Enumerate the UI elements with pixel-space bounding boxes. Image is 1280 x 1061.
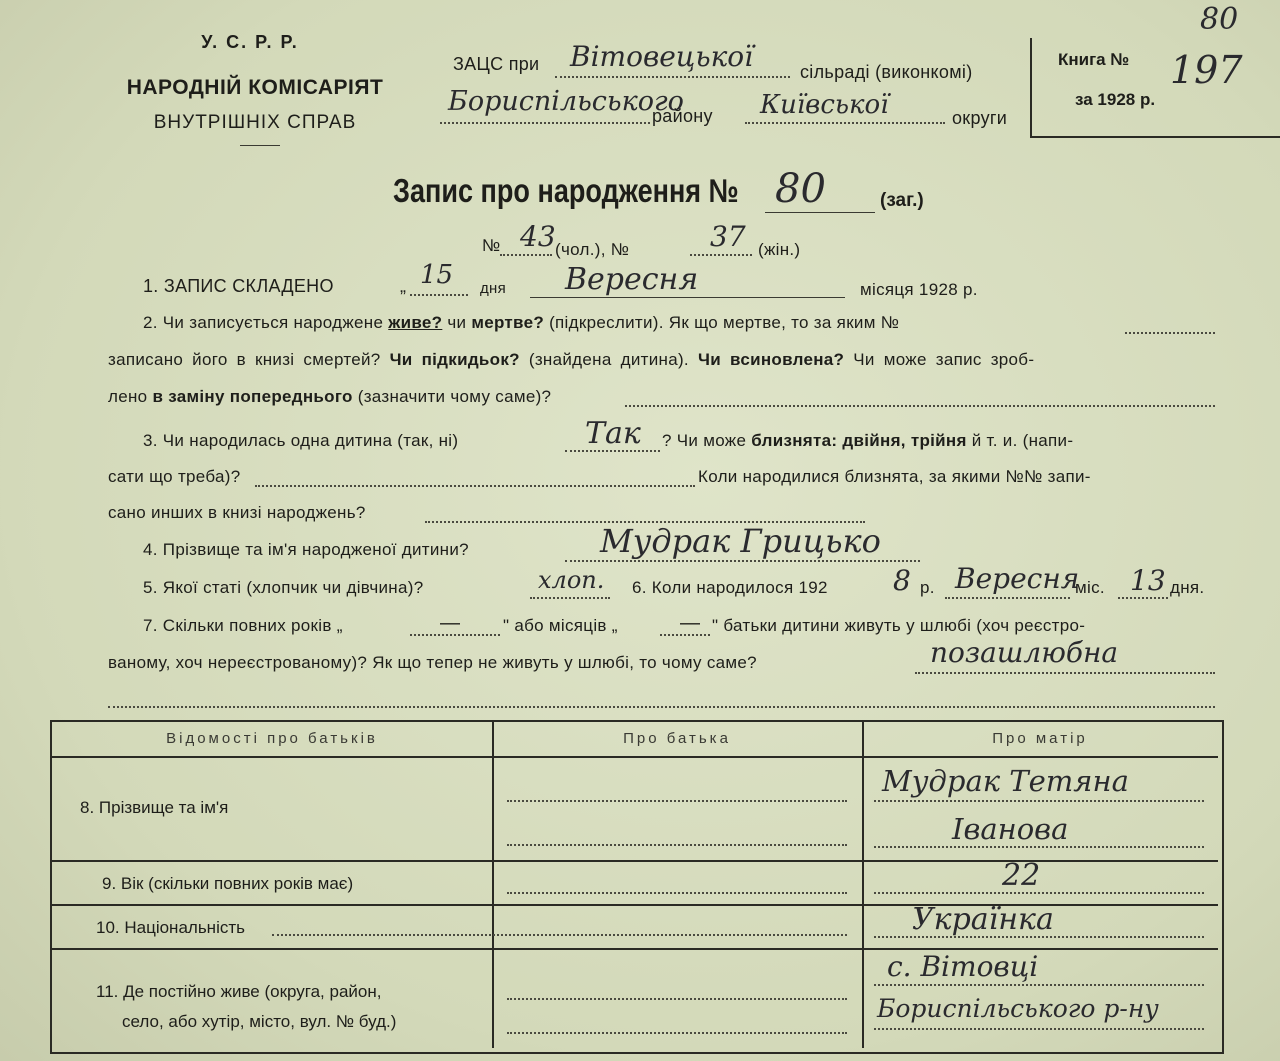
field-2-line3a: лено <box>108 387 148 406</box>
field-3-line1c: й т. и. (напи- <box>971 431 1074 450</box>
field-4-child-name-handwritten: Мудрак Грицько <box>600 522 881 560</box>
row-8-father-dots-2 <box>507 844 847 846</box>
field-3-line2b: Коли народилися близнята, за якими №№ запи- <box>698 467 1091 486</box>
district-dots <box>440 122 650 124</box>
row-8-mother-dots-2 <box>874 846 1204 848</box>
field-2-adopted: Чи всиновлена? <box>697 350 845 369</box>
row-10-mother-dots <box>874 936 1204 938</box>
male-no-label: № <box>482 236 501 255</box>
field-7-reason-handwritten: позашлюбна <box>930 636 1119 669</box>
field-3-answer-dots <box>565 450 660 452</box>
parents-table <box>50 720 1224 1054</box>
field-2-line1 <box>143 313 899 333</box>
book-corner-handwritten: 80 <box>1200 2 1239 37</box>
field-2-replace: в заміну попереднього <box>152 387 353 406</box>
field-6-month-handwritten: Вересня <box>955 562 1080 595</box>
field-2-line2c: Чи може запис зроб- <box>853 350 1035 369</box>
row-11-mother-district-handwritten: Бориспільського р-ну <box>877 994 1159 1023</box>
field-2-line3 <box>108 387 551 407</box>
row-8-label: 8. Прізвище та ім'я <box>80 798 229 817</box>
field-2-line3-dots <box>625 405 1215 407</box>
field-7-reason-dots <box>915 672 1215 674</box>
ministry-title: НАРОДНІЙ КОМІСАРІЯТ <box>126 76 384 99</box>
table-col-divider-1 <box>492 722 494 1048</box>
field-2-line3b: (зазначити чому саме)? <box>357 387 552 406</box>
male-no-handwritten: 43 <box>520 220 556 253</box>
row-11-mother-village-handwritten: с. Вітовці <box>887 950 1039 983</box>
district-handwritten: Бориспільського <box>448 86 684 117</box>
field-1-day-label: дня <box>480 280 507 297</box>
field-2-alive: живе? <box>388 313 443 332</box>
row-9-mother-dots <box>874 892 1204 894</box>
row-11-father-dots-2 <box>507 1032 847 1034</box>
field-7-extra-dots <box>108 706 1215 708</box>
field-1-day-dots <box>410 294 468 296</box>
row-9-label: 9. Вік (скільки повних років має) <box>102 874 354 893</box>
record-title: Запис про народження № <box>393 172 739 209</box>
ministry-subtitle: ВНУТРІШНІХ СПРАВ <box>153 112 357 133</box>
field-1-quote: „ <box>400 276 407 296</box>
row-8-mother-patronymic-handwritten: Іванова <box>952 812 1069 846</box>
council-label: сільраді (виконкомі) <box>800 62 973 82</box>
row-11-mother-dots-2 <box>874 1028 1204 1030</box>
okruha-dots <box>745 122 945 124</box>
field-2-line2b: (знайдена дитина). <box>528 350 689 369</box>
row-10-label: 10. Національність <box>96 918 245 937</box>
field-6-day-dots <box>1118 597 1168 599</box>
field-2-found: Чи підкидьок? <box>389 350 520 369</box>
zags-prefix: ЗАЦС при <box>453 54 540 74</box>
field-7-line1a: 7. Скільки повних років „ <box>143 616 343 635</box>
female-no-handwritten: 37 <box>710 220 746 253</box>
field-4-dots <box>565 560 920 562</box>
field-3-line1b: ? Чи може <box>662 431 747 450</box>
village-dots <box>555 76 790 78</box>
row-9-father-dots <box>507 892 847 894</box>
record-number-line <box>765 212 875 213</box>
field-1-label: 1. ЗАПИС СКЛАДЕНО <box>143 276 334 296</box>
field-7-months-handwritten: — <box>680 612 700 634</box>
field-1-day-handwritten: 15 <box>420 260 454 290</box>
field-7-line1c: " батьки дитини живуть у шлюбі (хоч реєстро- <box>712 616 1086 635</box>
field-6-r: р. <box>920 578 935 597</box>
field-5-sex-handwritten: хлоп. <box>538 566 605 594</box>
row-11-label-line1: 11. Де постійно живе (округа, район, <box>96 982 382 1001</box>
republic-label: У. С. Р. Р. <box>201 32 299 52</box>
field-3-line1-rest <box>662 431 1073 451</box>
field-7-line2a: ваному, хоч нереєстрованому)? Як що тепер не живуть у шлюбі, то чому саме? <box>108 653 757 672</box>
field-2-intro: 2. Чи записується народжене <box>143 313 384 332</box>
book-year: за 1928 р. <box>1075 90 1156 109</box>
row-11-label-line2: село, або хутір, місто, вул. № буд.) <box>122 1012 397 1031</box>
female-label: (жін.) <box>758 240 801 259</box>
table-header-bottom <box>52 756 1218 758</box>
field-1-month-handwritten: Вересня <box>565 262 699 297</box>
field-6-day-handwritten: 13 <box>1130 564 1166 597</box>
header-divider <box>240 145 280 146</box>
field-4-label: 4. Прізвище та ім'я народженої дитини? <box>143 540 469 559</box>
field-7-years-handwritten: — <box>440 612 460 634</box>
table-row-divider-1 <box>52 860 1218 862</box>
field-6-label: 6. Коли народилося 192 <box>632 578 828 597</box>
field-3-twins: близнята: двійня, трійня <box>751 431 967 450</box>
row-10-mother-nationality-handwritten: Українка <box>912 902 1054 937</box>
field-6-month-dots <box>945 597 1070 599</box>
field-7-years-dots <box>410 634 500 636</box>
field-2-line2a: записано його в книзі смертей? <box>108 350 381 369</box>
field-3-line1a: 3. Чи народилась одна дитина (так, ні) <box>143 431 459 450</box>
field-1-tail: місяця 1928 р. <box>860 280 978 299</box>
field-6-dnia: дня. <box>1170 578 1205 597</box>
row-10-father-dots <box>272 934 847 936</box>
field-7-line1b: " або місяців „ <box>503 616 618 635</box>
male-label: (чол.), № <box>555 240 630 259</box>
field-7-months-dots <box>660 634 710 636</box>
field-6-year-handwritten: 8 <box>893 564 911 597</box>
table-header-mother: Про матір <box>992 730 1088 747</box>
row-8-father-dots-1 <box>507 800 847 802</box>
row-11-mother-dots-1 <box>874 984 1204 986</box>
field-3-answer-handwritten: Так <box>585 416 641 451</box>
table-row-divider-3 <box>52 948 1218 950</box>
field-6-mis: міс. <box>1075 578 1105 597</box>
field-3-line2a: сати що треба)? <box>108 467 241 486</box>
male-no-dots <box>500 254 552 256</box>
field-2-line2 <box>108 350 1034 370</box>
field-2-line1-tail: (підкреслити). Як що мертве, то за яким № <box>549 313 900 332</box>
record-number-handwritten: 80 <box>775 166 826 212</box>
field-3-line3a: сано инших в книзі народжень? <box>108 503 366 522</box>
field-2-death-dots <box>1125 332 1215 334</box>
table-header-info: Відомості про батьків <box>166 730 378 747</box>
row-11-father-dots-1 <box>507 998 847 1000</box>
row-8-mother-surname-handwritten: Мудрак Тетяна <box>882 764 1129 798</box>
field-1-month-line <box>530 297 845 298</box>
row-8-mother-dots-1 <box>874 800 1204 802</box>
district-label: району <box>652 106 713 126</box>
female-no-dots <box>690 254 752 256</box>
table-col-divider-2 <box>862 722 864 1048</box>
field-5-label: 5. Якої статі (хлопчик чи дівчина)? <box>143 578 424 597</box>
book-number-handwritten: 197 <box>1170 48 1243 92</box>
village-handwritten: Вітовецької <box>570 40 754 73</box>
row-9-mother-age-handwritten: 22 <box>1002 858 1041 893</box>
field-2-or: чи <box>447 313 467 332</box>
table-header-father: Про батька <box>623 730 731 747</box>
book-label: Книга № <box>1058 50 1130 69</box>
record-suffix: (заг.) <box>880 190 924 211</box>
field-5-dots <box>530 597 610 599</box>
field-3-line2-dots <box>255 485 695 487</box>
okruha-handwritten: Київської <box>760 90 889 120</box>
okruha-label: округи <box>952 108 1008 128</box>
field-2-dead: мертве? <box>471 313 545 332</box>
